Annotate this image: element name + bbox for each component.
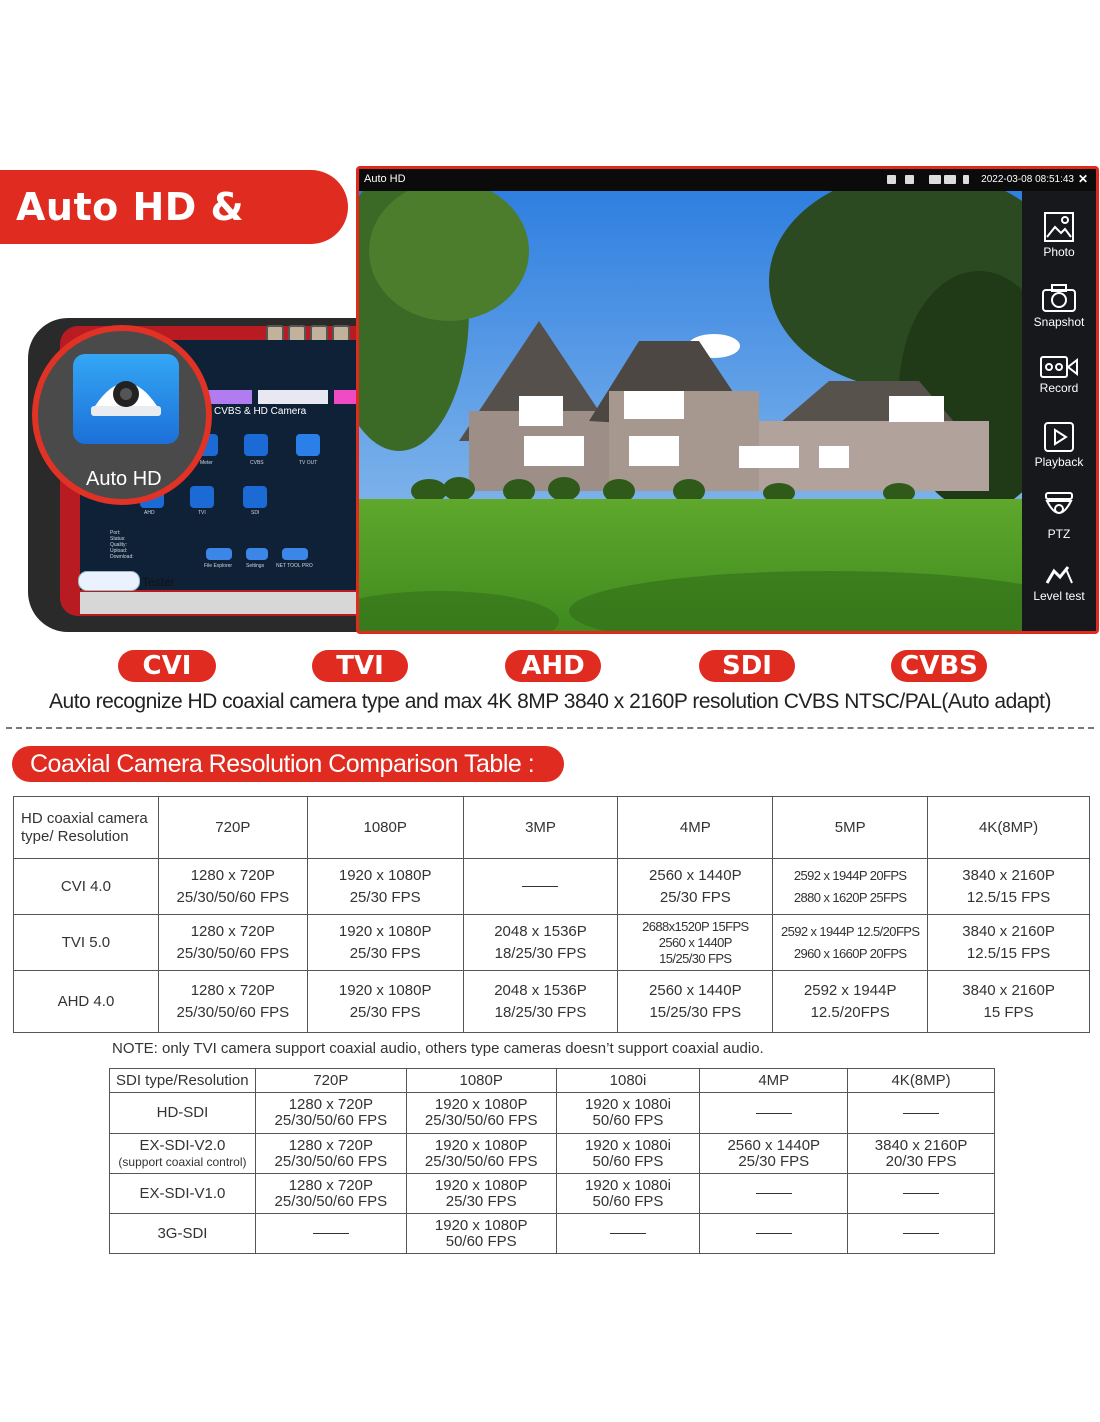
dock-label: File Explorer: [204, 563, 233, 569]
cell-line: 1280 x 720P: [190, 981, 275, 999]
table-cell: [158, 971, 307, 1033]
record-icon: [1039, 355, 1079, 379]
table-cell: [406, 1214, 556, 1254]
table-header-row: [14, 797, 1090, 859]
cell-line: 2880 x 1620P 25FPS: [793, 889, 907, 905]
cell-line: 1280 x 720P: [288, 1176, 373, 1194]
cell-line: 15/25/30 FPS: [659, 950, 732, 966]
row-header-line: EX-SDI-V2.0: [139, 1136, 226, 1154]
table-cell: [928, 915, 1090, 971]
cell-line: 50/60 FPS: [592, 1192, 664, 1210]
cell-line: 12.5/15 FPS: [966, 944, 1051, 962]
menu-label: Snapshot: [1033, 315, 1085, 329]
empty-dash: [903, 1233, 939, 1234]
description-text: Auto recognize HD coaxial camera type and max 4K 8MP 3840 x 2160P resolution CVBS NTSC/PAL(Auto adapt): [49, 690, 1051, 713]
cell-line: 50/60 FPS: [592, 1152, 664, 1170]
empty-dash: [756, 1113, 792, 1114]
cell-line: 1920 x 1080i: [585, 1176, 671, 1194]
menu-label: PTZ: [1047, 527, 1071, 541]
cell-line: 2592 x 1944P 12.5/20FPS: [780, 923, 920, 939]
table-cell: [848, 1214, 995, 1254]
table-cell: [406, 1174, 556, 1214]
monitor-clock: 2022-03-08 08:51:43: [981, 174, 1074, 185]
table-row: [110, 1214, 995, 1254]
table-row: [110, 1093, 995, 1134]
file-explorer-icon[interactable]: [206, 548, 232, 560]
table-cell: [618, 915, 773, 971]
row-header-line: HD-SDI: [156, 1104, 209, 1121]
level-icon: [1044, 563, 1074, 587]
table-cell: [848, 1093, 995, 1134]
cell-line: 3840 x 2160P: [962, 866, 1055, 884]
menu-ptz[interactable]: [1022, 491, 1096, 541]
column-header: 4K(8MP): [848, 1069, 995, 1093]
cell-line: 2960 x 1660P 20FPS: [793, 945, 907, 961]
table-cell: [700, 1214, 848, 1254]
cell-line: 25/30 FPS: [349, 1003, 421, 1021]
tv-out-app-icon[interactable]: [296, 434, 320, 456]
headline-text: Auto HD & CVBS: [16, 185, 245, 303]
device-app-title: CVBS & HD Camera: [214, 406, 307, 417]
table-cell: [773, 971, 928, 1033]
menu-level-test[interactable]: [1022, 563, 1096, 603]
cell-line: 25/30 FPS: [738, 1152, 810, 1170]
empty-dash: [756, 1193, 792, 1194]
cell-line: 18/25/30 FPS: [494, 944, 587, 962]
camera-preview: [359, 191, 1022, 631]
headline-banner: [0, 170, 348, 303]
format-pill-cvi: CVI: [118, 650, 216, 682]
cell-line: 2560 x 1440P: [727, 1136, 821, 1154]
table-cell: [700, 1093, 848, 1134]
table-cell: [773, 859, 928, 915]
row-header: [110, 1093, 256, 1134]
column-header: 3MP: [463, 797, 618, 859]
table-cell: [307, 859, 463, 915]
cell-line: 25/30/50/60 FPS: [176, 944, 290, 962]
row-header: TVI 5.0: [14, 915, 159, 971]
table-cell: [255, 1174, 406, 1214]
cell-line: 20/30 FPS: [885, 1152, 957, 1170]
row-header: CVI 4.0: [14, 859, 159, 915]
cell-line: 50/60 FPS: [592, 1112, 664, 1129]
cell-line: 3840 x 2160P: [874, 1136, 968, 1154]
app-label: AHD: [144, 510, 155, 516]
cell-line: 1280 x 720P: [288, 1136, 373, 1154]
table-cell: [928, 971, 1090, 1033]
cell-line: 1280 x 720P: [288, 1096, 373, 1113]
cell-line: 1280 x 720P: [190, 866, 275, 884]
table-row: [14, 859, 1090, 915]
corner-line: HD coaxial camera: [21, 809, 148, 827]
menu-photo[interactable]: [1022, 211, 1096, 259]
table-cell: [158, 859, 307, 915]
monitor-window: [356, 166, 1099, 634]
format-pill-ahd: AHD: [505, 650, 601, 682]
cell-line: 3840 x 2160P: [962, 922, 1055, 940]
cell-line: 1920 x 1080i: [585, 1096, 671, 1113]
table-cell: [700, 1174, 848, 1214]
info-line: Download:: [110, 554, 134, 560]
cell-line: 25/30/50/60 FPS: [274, 1152, 388, 1170]
row-header-line: EX-SDI-V1.0: [139, 1184, 226, 1202]
table-cell: [463, 971, 618, 1033]
cell-line: 25/30/50/60 FPS: [274, 1112, 388, 1129]
app-label: TV OUT: [299, 460, 318, 466]
sd-card-icon: [905, 175, 914, 184]
app-label: SDI: [251, 510, 260, 516]
cell-line: 2688x1520P 15FPS: [642, 918, 749, 934]
cell-line: 25/30/50/60 FPS: [424, 1112, 538, 1129]
dock-label: NET TOOL PRO: [276, 563, 313, 569]
empty-dash: [903, 1113, 939, 1114]
table-cell: [463, 915, 618, 971]
device-label-strip: [80, 592, 360, 614]
row-header: [110, 1174, 256, 1214]
info-line: Quality:: [110, 542, 127, 548]
column-header: 1080P: [406, 1069, 556, 1093]
table-cell: [255, 1214, 406, 1254]
table-cell: [406, 1093, 556, 1134]
monitor-status-bar: [359, 169, 1096, 191]
sdi-app-icon[interactable]: [243, 486, 267, 508]
battery-icon: [963, 175, 969, 184]
table-cell: [255, 1093, 406, 1134]
table-cell: [618, 859, 773, 915]
play-icon: [1043, 421, 1075, 453]
table-cell: [700, 1134, 848, 1174]
menu-label: Photo: [1043, 245, 1075, 259]
table-corner-cell: [14, 797, 159, 859]
sdi-resolution-table: [109, 1068, 995, 1254]
menu-label: Record: [1039, 381, 1079, 395]
format-pill-sdi: SDI: [699, 650, 795, 682]
settings-icon[interactable]: [246, 548, 268, 560]
cell-line: 1920 x 1080P: [338, 866, 432, 884]
empty-dash: [756, 1233, 792, 1234]
table-cell: [463, 859, 618, 915]
cvbs-app-icon[interactable]: [244, 434, 268, 456]
tvi-app-icon[interactable]: [190, 486, 214, 508]
app-tab-strip: [334, 390, 356, 404]
photo-icon: [1043, 211, 1075, 243]
tester-label: Tester: [142, 575, 175, 589]
cell-line: 15/25/30 FPS: [649, 1003, 742, 1021]
cell-line: 1920 x 1080P: [338, 981, 432, 999]
column-header: 4MP: [700, 1069, 848, 1093]
cell-line: 15 FPS: [983, 1003, 1034, 1021]
info-line: Upload:: [110, 548, 128, 554]
cell-line: 12.5/20FPS: [810, 1003, 890, 1021]
column-header: 4MP: [618, 797, 773, 859]
table-row: [110, 1134, 995, 1174]
table-cell: [848, 1174, 995, 1214]
cell-line: 50/60 FPS: [445, 1232, 517, 1250]
cell-line: 1920 x 1080i: [585, 1136, 671, 1154]
empty-dash: [522, 886, 558, 887]
close-icon[interactable]: ✕: [1077, 172, 1088, 186]
corner-line: type/ Resolution: [21, 827, 129, 845]
cell-line: 1920 x 1080P: [434, 1176, 528, 1194]
section-title: Coaxial Camera Resolution Comparison Table :: [12, 746, 564, 782]
coaxial-audio-note: NOTE: only TVI camera support coaxial audio, others type cameras doesn’t support coaxial audio.: [112, 1040, 764, 1057]
cell-line: 3840 x 2160P: [962, 981, 1055, 999]
menu-label: Playback: [1034, 455, 1084, 469]
format-pill-tvi: TVI: [312, 650, 408, 682]
cell-line: 25/30/50/60 FPS: [424, 1152, 538, 1170]
camera-icon: [1041, 283, 1077, 313]
monitor-side-menu: [1022, 191, 1096, 631]
row-header: [110, 1134, 256, 1174]
menu-record[interactable]: [1022, 355, 1096, 395]
cell-line: 2048 x 1536P: [494, 922, 587, 940]
table-cell: [928, 859, 1090, 915]
table-cell: [307, 971, 463, 1033]
menu-label: Level test: [1033, 589, 1085, 603]
auto-hd-label: Auto HD: [86, 468, 162, 490]
table-cell: [556, 1134, 700, 1174]
app-tab-strip: [258, 390, 328, 404]
table-row: [14, 915, 1090, 971]
table-corner-cell: SDI type/Resolution: [110, 1069, 256, 1093]
column-header: 1080i: [556, 1069, 700, 1093]
empty-dash: [903, 1193, 939, 1194]
table-cell: [848, 1134, 995, 1174]
format-pill-cvbs: CVBS: [891, 650, 987, 682]
cell-line: 18/25/30 FPS: [494, 1003, 587, 1021]
table-cell: [556, 1174, 700, 1214]
cell-line: 25/30/50/60 FPS: [176, 1003, 290, 1021]
image-status-icon: [887, 175, 896, 184]
no-wifi-icon: [944, 175, 956, 184]
table-cell: [307, 915, 463, 971]
cell-line: 25/30/50/60 FPS: [176, 888, 290, 906]
table-row: [14, 971, 1090, 1033]
table-row: [110, 1174, 995, 1214]
cell-line: 2592 x 1944P: [803, 981, 897, 999]
cell-line: 2592 x 1944P 20FPS: [793, 867, 907, 883]
cell-line: 2048 x 1536P: [494, 981, 587, 999]
app-label: TVI: [198, 510, 206, 516]
net-tool-icon[interactable]: [282, 548, 308, 560]
table-cell: [556, 1093, 700, 1134]
dashed-divider: [6, 727, 1094, 729]
table-cell: [255, 1134, 406, 1174]
menu-snapshot[interactable]: [1022, 283, 1096, 329]
empty-dash: [313, 1233, 349, 1234]
app-label: CVBS: [250, 460, 264, 466]
column-header: 720P: [255, 1069, 406, 1093]
cell-line: 1920 x 1080P: [338, 922, 432, 940]
column-header: 720P: [158, 797, 307, 859]
row-header-line: (support coaxial control): [118, 1154, 247, 1169]
cell-line: 25/30 FPS: [445, 1192, 517, 1210]
cell-line: 25/30 FPS: [349, 944, 421, 962]
table-cell: [158, 915, 307, 971]
badge-icon: [78, 571, 140, 591]
cell-line: 2560 x 1440P: [649, 981, 742, 999]
column-header: 1080P: [307, 797, 463, 859]
menu-playback[interactable]: [1022, 421, 1096, 469]
cell-line: 25/30 FPS: [349, 888, 421, 906]
table-cell: [773, 915, 928, 971]
cell-line: 1280 x 720P: [190, 922, 275, 940]
cell-line: 12.5/15 FPS: [966, 888, 1051, 906]
info-line: Port:: [110, 530, 121, 536]
empty-dash: [610, 1233, 646, 1234]
ptz-icon: [1043, 491, 1075, 525]
cell-line: 2560 x 1440P: [658, 934, 732, 950]
table-cell: [406, 1134, 556, 1174]
cell-line: 25/30/50/60 FPS: [274, 1192, 388, 1210]
column-header: 4K(8MP): [928, 797, 1090, 859]
hd-resolution-table: [13, 796, 1090, 1033]
row-header: [110, 1214, 256, 1254]
cell-line: 1920 x 1080P: [434, 1216, 528, 1234]
column-header: 5MP: [773, 797, 928, 859]
dock-label: Settings: [246, 563, 265, 569]
row-header: AHD 4.0: [14, 971, 159, 1033]
no-signal-icon: [929, 175, 941, 184]
table-cell: [618, 971, 773, 1033]
monitor-title: Auto HD: [364, 173, 406, 185]
cell-line: 1920 x 1080P: [434, 1096, 528, 1113]
cell-line: 1920 x 1080P: [434, 1136, 528, 1154]
info-line: Status:: [110, 536, 126, 542]
table-header-row: [110, 1069, 995, 1093]
row-header-line: 3G-SDI: [157, 1224, 208, 1242]
cell-line: 25/30 FPS: [659, 888, 731, 906]
app-label: Meter: [200, 460, 213, 466]
dome-camera-icon: [73, 354, 179, 444]
cell-line: 2560 x 1440P: [649, 866, 742, 884]
table-cell: [556, 1214, 700, 1254]
